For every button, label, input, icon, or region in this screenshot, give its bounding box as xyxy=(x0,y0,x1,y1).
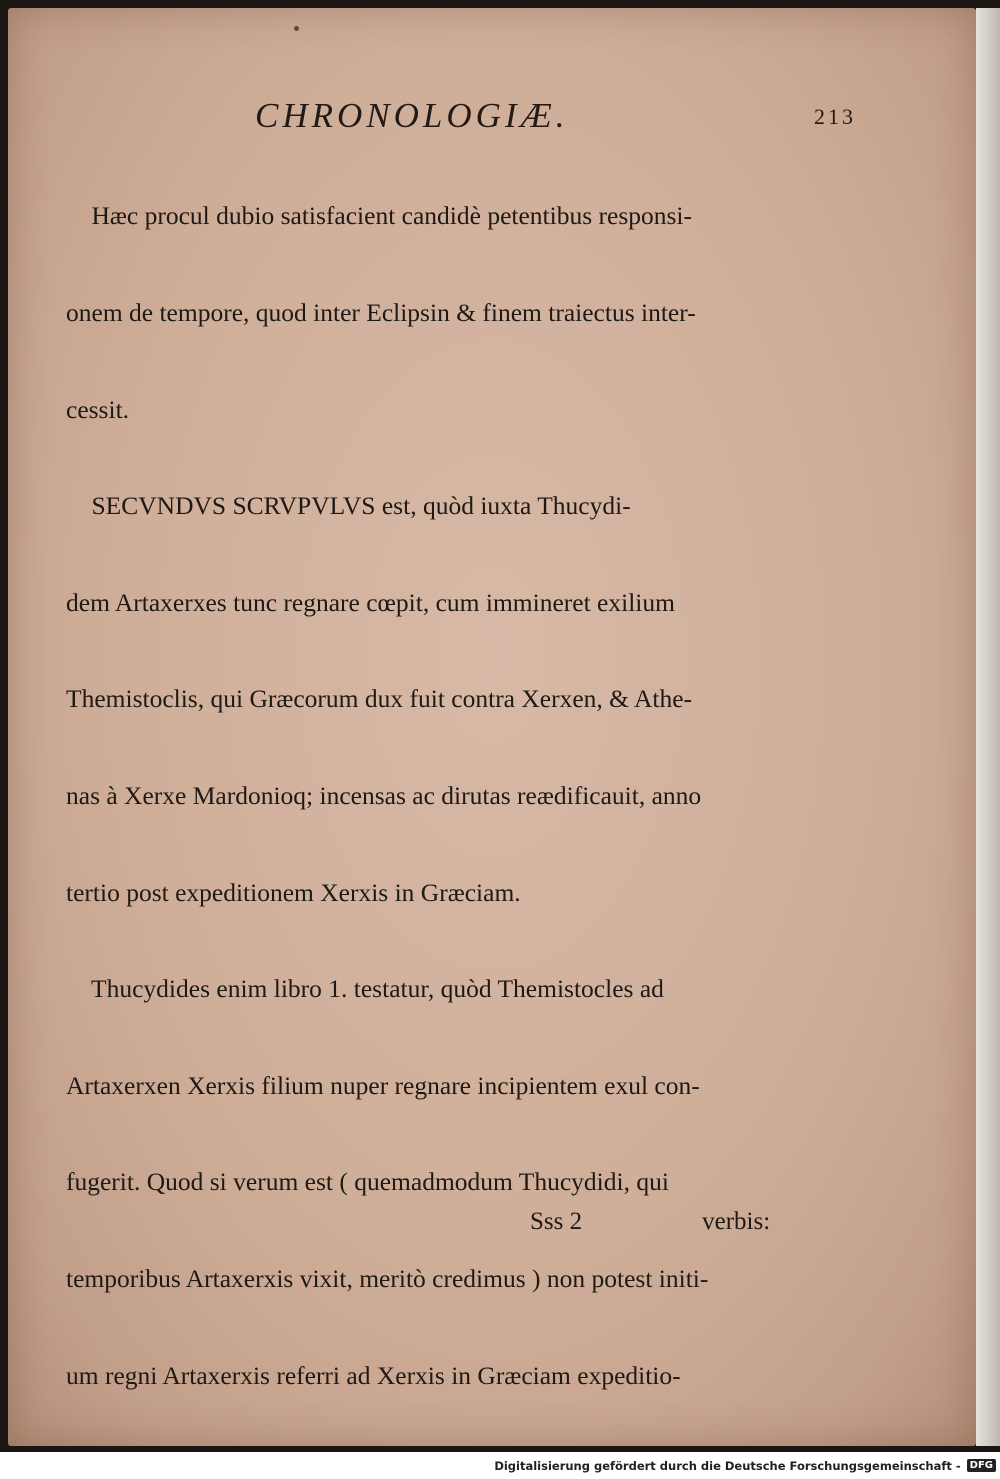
credit-text: Digitalisierung gefördert durch die Deutsche Forschungsgemeinschaft - xyxy=(494,1458,961,1473)
page-footer xyxy=(530,1208,830,1236)
text-line: Artaxerxen Xerxis filium nuper regnare incipientem exul con- xyxy=(66,1070,700,1100)
dfg-logo: DFG xyxy=(967,1459,996,1472)
text-line: SECVNDVS SCRVPVLVS est, quòd iuxta Thucydi- xyxy=(66,491,631,521)
text-line: fugerit. Quod si verum est ( quemadmodum Thucydidi, qui xyxy=(66,1167,669,1197)
running-head: CHRONOLOGIÆ. xyxy=(255,96,569,135)
catchword: verbis: xyxy=(702,1208,771,1235)
page-number: 213 xyxy=(814,104,856,129)
text-line: dem Artaxerxes tunc regnare cœpit, cum immineret exilium xyxy=(66,587,675,617)
signature-mark: Sss 2 xyxy=(530,1208,583,1235)
text-line: Themistoclis, qui Græcorum dux fuit contra Xerxen, & Athe- xyxy=(66,684,693,714)
funding-credit xyxy=(494,1452,1000,1479)
text-line: tertio post expeditionem Xerxis in Græciam. xyxy=(66,877,521,907)
body-text xyxy=(66,136,826,1452)
text-line: Thucydides enim libro 1. testatur, quòd Themistocles ad xyxy=(66,974,664,1004)
text-line: um regni Artaxerxis referri ad Xerxis in Græciam expeditio- xyxy=(66,1360,681,1390)
page-edge xyxy=(976,8,1000,1446)
text-line: cessit. xyxy=(66,394,130,424)
text-line: Hæc procul dubio satisfacient candidè petentibus responsi- xyxy=(66,201,693,231)
text-line: onem de tempore, quod inter Eclipsin & finem traiectus inter- xyxy=(66,298,696,327)
text-line: temporibus Artaxerxis vixit, meritò credimus ) non potest initi- xyxy=(66,1263,709,1293)
ink-spot xyxy=(294,26,299,31)
text-line: nas à Xerxe Mardonioq; incensas ac dirutas reædificauit, anno xyxy=(66,780,702,810)
